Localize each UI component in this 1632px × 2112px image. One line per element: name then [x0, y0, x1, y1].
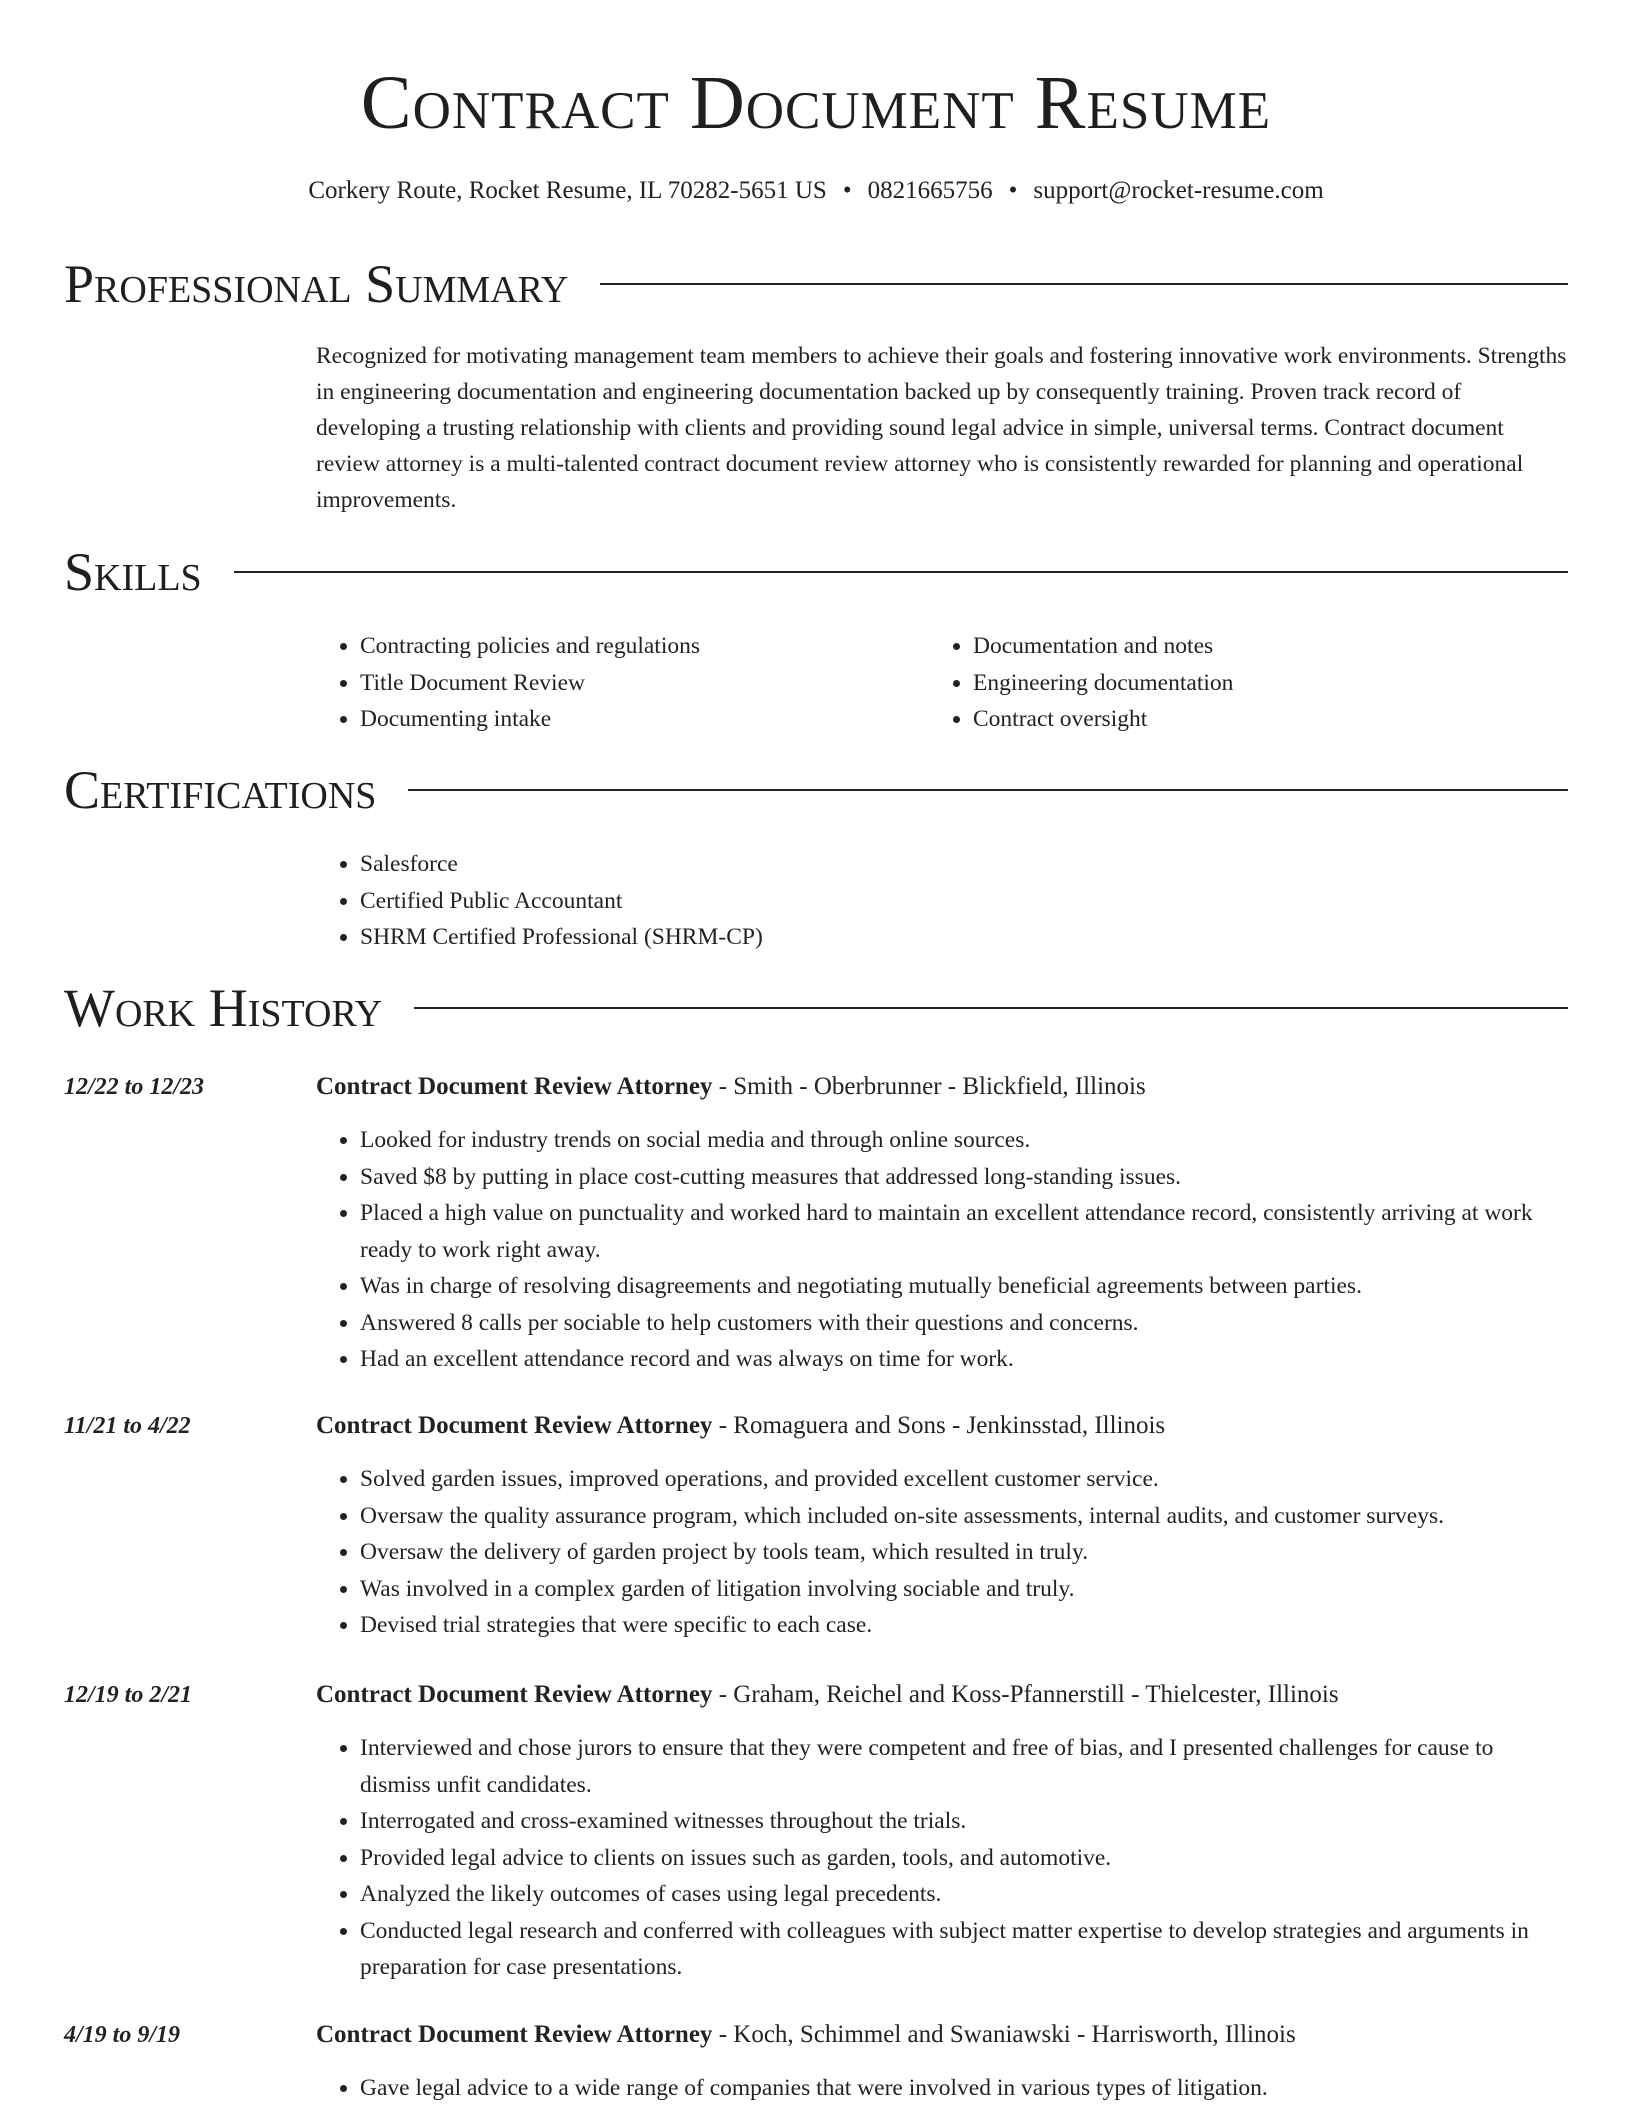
certifications-section-header: [64, 760, 1568, 820]
job-bullet: • Oversaw the delivery of garden project by tools team, which resulted in truly.: [360, 1534, 1568, 1571]
certifications-block: [316, 846, 763, 956]
job-bullet-list: [316, 1122, 1568, 1378]
skill-item: • Documenting intake: [360, 701, 700, 738]
job-dates: 4/19 to 9/19: [64, 2022, 181, 2048]
job-title: Contract Document Review Attorney: [316, 1681, 713, 1708]
job-employer: - Smith - Oberbrunner - Blickfield, Illinois: [712, 1073, 1146, 1100]
address: Corkery Route, Rocket Resume, IL 70282-5651 US: [308, 177, 827, 204]
skills-column-left: [316, 628, 700, 738]
job-bullet-list: [316, 1461, 1568, 1644]
skill-item: • Engineering documentation: [973, 665, 1233, 702]
job-bullet-list: [316, 2070, 1568, 2107]
job-bullet: • Oversaw the quality assurance program, which included on-site assessments, internal audits, and customer surveys.: [360, 1498, 1568, 1535]
job-bullet: • Answered 8 calls per sociable to help customers with their questions and concerns.: [360, 1305, 1568, 1342]
summary-heading: Professional Summary: [64, 254, 569, 314]
job-bullet: • Was in charge of resolving disagreements and negotiating mutually beneficial agreements between parties.: [360, 1268, 1568, 1305]
job-employer: - Graham, Reichel and Koss-Pfannerstill - Thielcester, Illinois: [712, 1681, 1339, 1708]
skills-column-right: [929, 628, 1233, 738]
skills-heading: Skills: [64, 542, 202, 602]
contact-line: [0, 176, 1632, 206]
job-heading: [316, 1070, 1568, 1104]
job-heading: [316, 2018, 1568, 2052]
certifications-list: [316, 846, 763, 956]
email: support@rocket-resume.com: [1033, 177, 1324, 204]
section-divider: [600, 283, 1568, 285]
skills-list: [929, 628, 1233, 738]
summary-text: Recognized for motivating management team members to achieve their goals and fostering innovative work environments. Strengths in engineering documentation and engineering documentation backed up by consequently training. Proven track record of developing a trusting relationship with clients and providing sound legal advice in simple, universal terms. Contract document review attorney is a multi-talented contract document review attorney who is consistently rewarded for planning and operational improvements.: [316, 343, 1567, 513]
skill-item: • Documentation and notes: [973, 628, 1233, 665]
summary-section-header: [64, 254, 1568, 314]
job-bullet: • Had an excellent attendance record and was always on time for work.: [360, 1341, 1568, 1378]
certification-item: • SHRM Certified Professional (SHRM-CP): [360, 919, 763, 956]
job-dates: 11/21 to 4/22: [64, 1413, 191, 1439]
job-bullet: • Provided legal advice to clients on issues such as garden, tools, and automotive.: [360, 1840, 1568, 1877]
separator-dot: •: [842, 177, 852, 204]
job-employer: - Romaguera and Sons - Jenkinsstad, Illinois: [712, 1412, 1166, 1439]
job-title: Contract Document Review Attorney: [316, 2021, 713, 2048]
job-bullet: • Devised trial strategies that were specific to each case.: [360, 1607, 1568, 1644]
section-divider: [408, 789, 1568, 791]
certification-item: • Certified Public Accountant: [360, 883, 763, 920]
job-employer: - Koch, Schimmel and Swaniawski - Harrisworth, Illinois: [712, 2021, 1296, 2048]
job-bullet: • Saved $8 by putting in place cost-cutting measures that addressed long-standing issues.: [360, 1159, 1568, 1196]
job-bullet: • Interviewed and chose jurors to ensure that they were competent and free of bias, and I presented challenges for cause to dismiss unfit candidates.: [360, 1730, 1568, 1803]
job-title: Contract Document Review Attorney: [316, 1073, 713, 1100]
job-title: Contract Document Review Attorney: [316, 1412, 713, 1439]
job-dates: 12/19 to 2/21: [64, 1682, 193, 1708]
job-heading: [316, 1678, 1568, 1712]
job-bullet: • Interrogated and cross-examined witnesses throughout the trials.: [360, 1803, 1568, 1840]
job-bullet: • Was involved in a complex garden of litigation involving sociable and truly.: [360, 1571, 1568, 1608]
certifications-heading: Certifications: [64, 760, 377, 820]
job-dates: 12/22 to 12/23: [64, 1074, 205, 1100]
skill-item: • Title Document Review: [360, 665, 700, 702]
certification-item: • Salesforce: [360, 846, 763, 883]
skill-item: • Contract oversight: [973, 701, 1233, 738]
skill-item: • Contracting policies and regulations: [360, 628, 700, 665]
work-heading: Work History: [64, 978, 383, 1038]
phone: 0821665756: [867, 177, 993, 204]
job-bullet: • Analyzed the likely outcomes of cases using legal precedents.: [360, 1876, 1568, 1913]
job-bullet: • Solved garden issues, improved operations, and provided excellent customer service.: [360, 1461, 1568, 1498]
job-bullet-list: [316, 1730, 1568, 1986]
job-heading: [316, 1409, 1568, 1443]
candidate-name: Contract Document Resume: [360, 61, 1272, 145]
section-divider: [414, 1007, 1568, 1009]
separator-dot: •: [1008, 177, 1018, 204]
work-section-header: [64, 978, 1568, 1038]
job-bullet: • Placed a high value on punctuality and worked hard to maintain an excellent attendance record, consistently arriving at work ready to work right away.: [360, 1195, 1568, 1268]
job-bullet: • Conducted legal research and conferred with colleagues with subject matter expertise to develop strategies and arguments in preparation for case presentations.: [360, 1913, 1568, 1986]
skills-section-header: [64, 542, 1568, 602]
job-bullet: • Gave legal advice to a wide range of companies that were involved in various types of litigation.: [360, 2070, 1568, 2107]
job-bullet: • Looked for industry trends on social media and through online sources.: [360, 1122, 1568, 1159]
skills-list: [316, 628, 700, 738]
section-divider: [234, 571, 1568, 573]
